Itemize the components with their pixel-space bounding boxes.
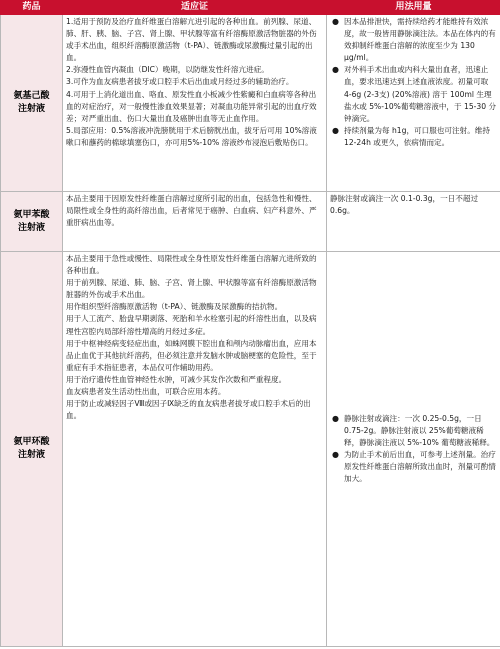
dosage-text: 持续剂量为每 h1g，可口服也可注射。维持 12-24h 或更久，依病情而定。 bbox=[344, 125, 490, 147]
drug-name-line: 注射液 bbox=[17, 104, 45, 114]
dosage-text: 静脉注射或滴注一次 0.1-0.3g，一日不超过 0.6g。 bbox=[330, 194, 479, 216]
dosage-list bbox=[330, 413, 497, 486]
drug-name-cell bbox=[1, 15, 63, 192]
bullet-icon: ● bbox=[332, 17, 339, 26]
table-row bbox=[1, 192, 500, 252]
drug-name-cell bbox=[1, 192, 63, 252]
dosage-text: 静脉注射或滴注：一次 0.25-0.5g，一日 0.75-2g。静脉注射液以 25%葡萄糖液稀释，静脉滴注液以 5%-10% 葡萄糖液稀释。 bbox=[344, 413, 495, 447]
dosage-item bbox=[330, 413, 497, 449]
indication-paragraph: 5.局部应用：0.5%溶液冲洗膀胱用于术后膀胱出血，拔牙后可用 10%溶液嗽口和蘸药的棉球填塞伤口，亦可用5%-10% 溶液纱布浸泡后敷贴伤口。 bbox=[66, 125, 317, 147]
bullet-icon: ● bbox=[332, 450, 339, 459]
drug-name-line: 注射液 bbox=[17, 222, 45, 233]
indication-paragraph: 3.可作为血友病患者拔牙或口腔手术后出血或月经过多的辅助治疗。 bbox=[66, 77, 294, 87]
header-indications: 适应证 bbox=[63, 1, 327, 15]
indication-paragraph: 用于中枢神经病变轻症出血，如蛛网膜下腔出血和颅内动脉瘤出血，应用本品止血优于其他抗纤溶药，但必须注意并发脑水肿或脑梗塞的危险性，至于重症有手术指征患者，本品仅可作辅助用药。 bbox=[66, 338, 317, 372]
dosage-cell bbox=[327, 192, 500, 252]
indication-paragraph: 4.可用于上消化道出血、咯血、原发性血小板减少性紫癜和白血病等各种出血的对症治疗，对一般慢性渗血效果显著；对凝血功能异常引起的出血疗效差；对严重出血、伤口大量出血及癌肿出血等无止血作用。 bbox=[66, 89, 317, 123]
indication-paragraph: 2.弥漫性血管内凝血（DIC）晚期，以防继发性纤溶亢进症。 bbox=[66, 65, 269, 75]
bullet-icon: ● bbox=[332, 413, 339, 423]
dosage-text: 为防止手术前后出血，可参考上述剂量。治疗原发性纤维蛋白溶解所致出血时，剂量可酌情加大。 bbox=[344, 450, 496, 484]
header-dosage: 用法用量 bbox=[327, 1, 500, 15]
indication-paragraph: 用于人工流产、胎盘早期剥落、死胎和羊水栓塞引起的纤溶性出血，以及病理性宫腔内局部纤溶性增高的月经过多症。 bbox=[66, 314, 317, 336]
indication-paragraph: 本品主要用于急性或慢性、局限性或全身性原发性纤维蛋白溶解亢进所致的各种出血。 bbox=[66, 254, 317, 276]
dosage-list bbox=[330, 16, 497, 149]
indication-paragraph: 1.适用于预防及治疗血纤维蛋白溶解亢进引起的各种出血。前列腺、尿道、肺、肝、胰、脑、子宫、肾上腺、甲状腺等富有纤溶酶原激活物脏器的外伤或手术出血，组织纤溶酶原激活物（t-PA）、链激酶或尿激酶过量引起的出血。 bbox=[66, 17, 317, 63]
indications-cell bbox=[63, 252, 327, 647]
dosage-text: 对外科手术出血或内科大量出血者，迅速止血，要求迅速达到上述血液浓度。初量可取 4-6g (2-3支) (20%溶液) 溶于 100ml 生理盐水或 5%-10%葡萄糖溶液中，于 15-30 分钟滴完。 bbox=[344, 65, 497, 123]
indications-cell bbox=[63, 192, 327, 252]
dosage-item bbox=[330, 16, 497, 64]
dosage-item bbox=[330, 449, 497, 485]
bullet-icon: ● bbox=[332, 125, 339, 135]
indications-cell bbox=[63, 15, 327, 192]
drug-name-line: 氨甲环酸 bbox=[13, 437, 50, 447]
drug-name-line: 氨甲苯酸 bbox=[13, 209, 50, 220]
indication-paragraph: 用作组织型纤溶酶原激活物（t-PA）、链激酶及尿激酶的拮抗物。 bbox=[66, 302, 283, 312]
dosage-text: 因本品排泄快，需持续给药才能维持有效浓度，故一般皆用静脉滴注法。本品在体内的有效抑制纤维蛋白溶解的浓度至少为 130 μg/ml。 bbox=[344, 17, 496, 63]
drug-name-cell bbox=[1, 252, 63, 647]
bullet-icon: ● bbox=[332, 65, 339, 75]
dosage-item bbox=[330, 125, 497, 149]
indication-paragraph: 血友病患者发生活动性出血，可联合应用本药。 bbox=[66, 387, 226, 397]
table-header-row bbox=[1, 1, 500, 15]
drug-name-line: 注射液 bbox=[17, 450, 45, 460]
dosage-cell bbox=[327, 15, 500, 192]
indication-paragraph: 用于治疗遗传性血管神经性水肿，可减少其发作次数和严重程度。 bbox=[66, 374, 287, 384]
indication-paragraph: 用于防止或减轻因子Ⅷ或因子Ⅸ缺乏的血友病患者拔牙或口腔手术后的出血。 bbox=[66, 399, 311, 421]
table-row bbox=[1, 15, 500, 192]
indication-paragraph: 本品主要用于因原发性纤维蛋白溶解过度所引起的出血，包括急性和慢性、局限性或全身性的高纤溶出血，后者常见于癌肿、白血病、妇产科意外、严重肝病出血等。 bbox=[66, 194, 317, 228]
indication-paragraph: 用于前列腺、尿道、肺、脑、子宫、肾上腺、甲状腺等富有纤溶酶原激活物脏器的外伤或手术出血。 bbox=[66, 278, 317, 300]
drug-name-line: 氨基己酸 bbox=[13, 91, 50, 101]
table-row bbox=[1, 252, 500, 647]
header-drug: 药品 bbox=[1, 1, 63, 15]
dosage-item bbox=[330, 64, 497, 124]
dosage-cell bbox=[327, 252, 500, 647]
